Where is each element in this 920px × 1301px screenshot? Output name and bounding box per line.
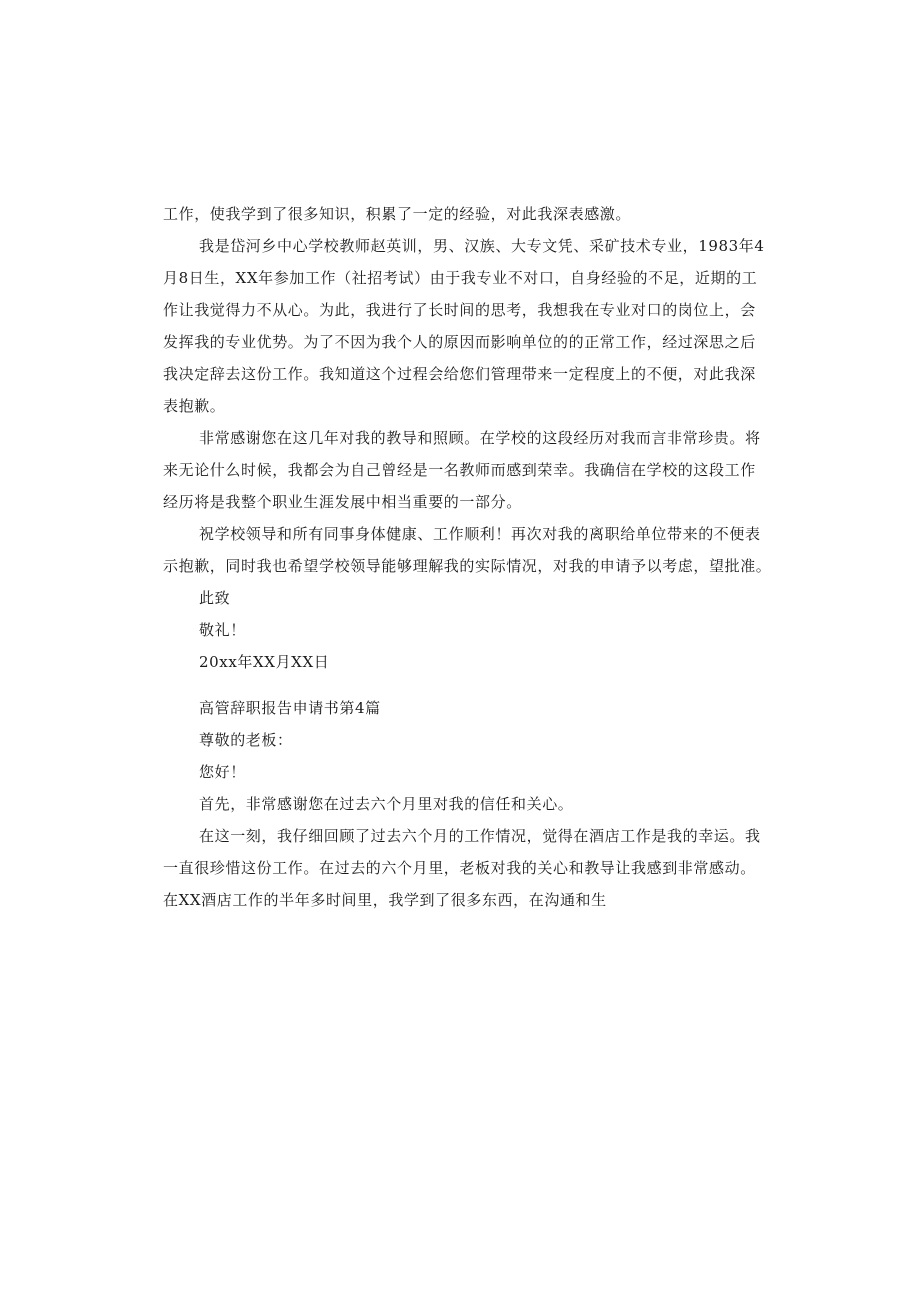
text-line: 祝学校领导和所有同事身体健康、工作顺利！再次对我的离职给单位带来的不便表 [199, 525, 761, 543]
paragraph-gratitude [163, 422, 763, 518]
text-line: 发挥我的专业优势。为了不因为我个人的原因而影响单位的的正常工作，经过深思之后 [163, 333, 756, 351]
text-line: 经历将是我整个职业生涯发展中相当重要的一部分。 [163, 493, 522, 511]
paragraph-thanks [163, 788, 763, 820]
text-line: 月8日生，XX年参加工作（社招考试）由于我专业不对口，自身经验的不足，近期的工 [163, 269, 758, 287]
text-line: 我是岱河乡中心学校教师赵英训，男、汉族、大专文凭、采矿技术专业，1983年4 [199, 237, 765, 255]
text-line: 来无论什么时候，我都会为自己曾经是一名教师而感到荣幸。我确信在学校的这段工作 [163, 461, 756, 479]
closing-line-2: 敬礼！ [199, 621, 246, 639]
text-line: 我决定辞去这份工作。我知道这个过程会给您们管理带来一定程度上的不便，对此我深 [163, 365, 756, 383]
text-line: 示抱歉，同时我也希望学校领导能够理解我的实际情况，对我的申请予以考虑，望批准。 [163, 557, 772, 575]
salutation: 尊敬的老板： [199, 731, 293, 749]
text-line: 非常感谢您在这几年对我的教导和照顾。在学校的这段经历对我而言非常珍贵。将 [199, 429, 761, 447]
paragraph-self-introduction [163, 230, 763, 422]
paragraph-wishes [163, 518, 772, 582]
text-line: 在XX酒店工作的半年多时间里，我学到了很多东西，在沟通和生 [163, 891, 607, 909]
text-line: 表抱歉。 [163, 397, 226, 415]
text-line: 在这一刻，我仔细回顾了过去六个月的工作情况，觉得在酒店工作是我的幸运。我 [199, 827, 761, 845]
closing-line-1: 此致 [199, 589, 231, 607]
text-line: 工作，使我学到了很多知识，积累了一定的经验，对此我深表感激。 [163, 205, 632, 223]
continuation-paragraph [163, 198, 763, 230]
section-gap [163, 678, 763, 692]
greeting: 您好！ [199, 763, 246, 781]
document-body [163, 198, 772, 916]
text-line: 作让我觉得力不从心。为此，我进行了长时间的思考，我想我在专业对口的岗位上，会 [163, 301, 756, 319]
text-line: 首先，非常感谢您在过去六个月里对我的信任和关心。 [199, 795, 574, 813]
section-title: 高管辞职报告申请书第4篇 [199, 699, 381, 717]
paragraph-reflection [163, 820, 763, 916]
letter-date: 20xx年XX月XX日 [199, 653, 330, 671]
text-line: 一直很珍惜这份工作。在过去的六个月里，老板对我的关心和教导让我感到非常感动。 [163, 859, 756, 877]
